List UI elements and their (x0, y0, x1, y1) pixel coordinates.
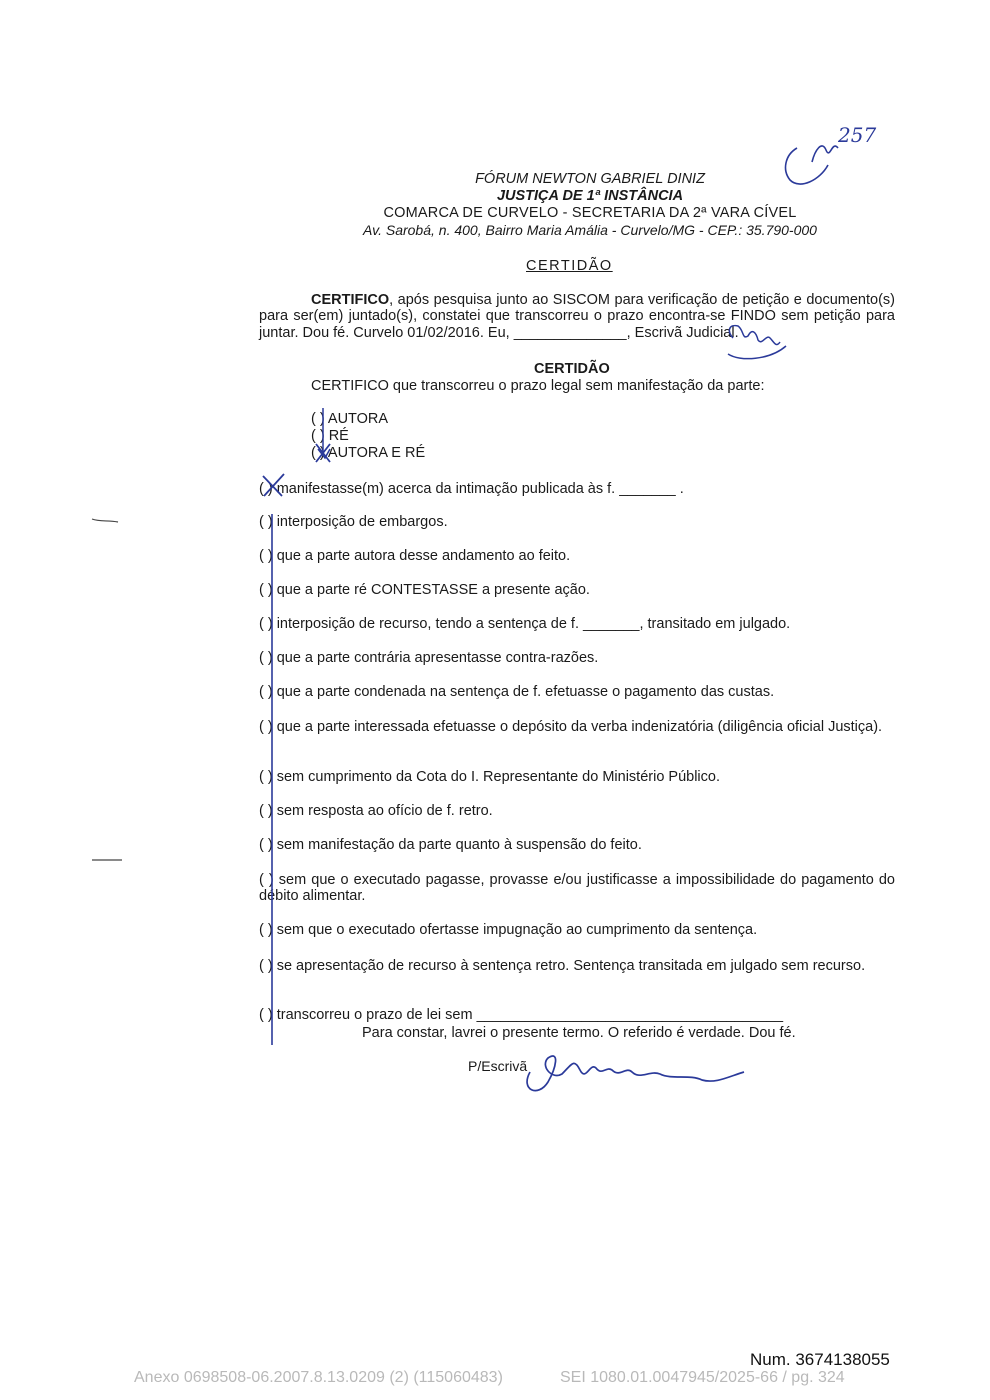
option-manifestasse: ( ) manifestasse(m) acerca da intimação publicada às f. _______ . (259, 481, 684, 497)
option-autora-andamento: ( ) que a parte autora desse andamento ao feito. (259, 548, 571, 564)
option-custas: ( ) que a parte condenada na sentença de f. efetuasse o pagamento das custas. (259, 684, 775, 700)
document-number: Num. 3674138055 (750, 1350, 890, 1369)
option-cota-mp: ( ) sem cumprimento da Cota do I. Representante do Ministério Público. (259, 769, 720, 785)
sei-reference: SEI 1080.01.0047945/2025-66 / pg. 324 (560, 1369, 845, 1386)
option-deposito: ( ) que a parte interessada efetuasse o depósito da verba indenizatória (diligência oficial Justiça). (259, 719, 883, 735)
margin-mark-1 (92, 519, 118, 522)
document-header (280, 171, 900, 239)
certidao-paragraph (259, 292, 895, 341)
option-pagamento-alimentar: ( ) sem que o executado pagasse, provasse e/ou justificasse a impossibilidade do pagamento do débito alimentar. (259, 872, 895, 904)
option-prazo-lei: ( ) transcorreu o prazo de lei sem ______________________________________ (259, 1007, 784, 1023)
certidao-text: , após pesquisa junto ao SISCOM para verificação de petição e documento(s) para ser(em) juntado(s), constatei que transcorreu o prazo encontra-se FINDO sem petição para juntar. Dou fé. Curvelo 01/02/2016. Eu, ______________, Escrivã Judicial. (259, 292, 895, 341)
certidao-title-1: CERTIDÃO (526, 258, 613, 274)
comarca-line: COMARCA DE CURVELO - SECRETARIA DA 2ª VARA CÍVEL (383, 205, 797, 221)
option-suspensao: ( ) sem manifestação da parte quanto à suspensão do feito. (259, 837, 642, 853)
option-contestasse: ( ) que a parte ré CONTESTASSE a presente ação. (259, 582, 590, 598)
page-stamp-number: 257 (838, 123, 877, 147)
closing-statement: Para constar, lavrei o presente termo. O referido é verdade. Dou fé. (362, 1025, 796, 1041)
option-impugnacao: ( ) sem que o executado ofertasse impugnação ao cumprimento da sentença. (259, 922, 758, 938)
option-embargos: ( ) interposição de embargos. (259, 514, 448, 530)
party-autora: ( ) AUTORA (311, 411, 389, 427)
certidao-title-2: CERTIDÃO (534, 361, 610, 377)
certidao-intro: CERTIFICO que transcorreu o prazo legal sem manifestação da parte: (311, 378, 765, 394)
justice-instance: JUSTIÇA DE 1ª INSTÂNCIA (496, 188, 684, 204)
option-recurso: ( ) interposição de recurso, tendo a sentença de f. _______, transitado em julgado. (259, 616, 791, 632)
option-contra-razoes: ( ) que a parte contrária apresentasse contra-razões. (259, 650, 599, 666)
option-oficio: ( ) sem resposta ao ofício de f. retro. (259, 803, 493, 819)
option-sem-recurso: ( ) se apresentação de recurso à sentença retro. Sentença transitada em julgado sem recurso. (259, 958, 866, 974)
signature-label: P/Escrivã (468, 1058, 528, 1074)
main-signature (527, 1056, 744, 1091)
certifico-lead: CERTIFICO (311, 292, 390, 308)
forum-name: FÓRUM NEWTON GABRIEL DINIZ (475, 171, 705, 187)
party-re: ( ) RÉ (311, 428, 349, 444)
party-autora-e-re: ( ) AUTORA E RÉ (311, 445, 426, 461)
address-line: Av. Sarobá, n. 400, Bairro Maria Amália - Curvelo/MG - CEP.: 35.790-000 (363, 222, 817, 238)
annex-reference: Anexo 0698508-06.2007.8.13.0209 (2) (115060483) (134, 1369, 503, 1386)
